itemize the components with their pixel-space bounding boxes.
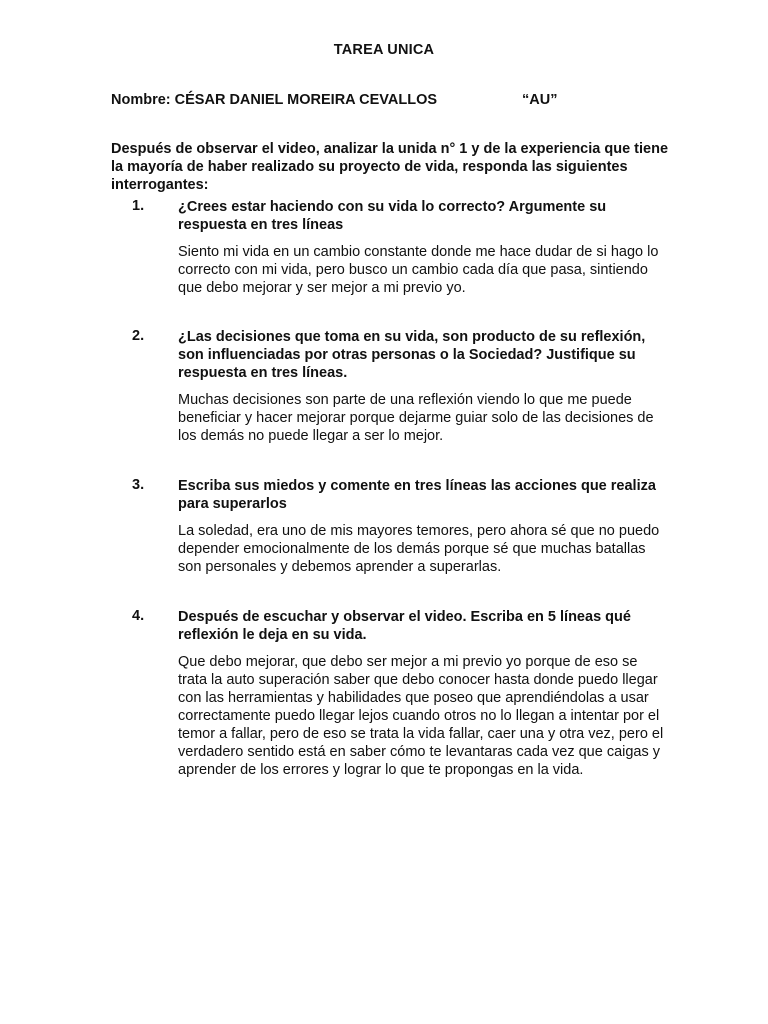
question-item	[0, 477, 768, 576]
question-number: 4.	[132, 608, 145, 624]
question-item	[0, 608, 768, 779]
name-label: Nombre:	[111, 92, 171, 108]
questions-list	[0, 198, 768, 779]
question-text: Después de escuchar y observar el video. Escriba en 5 líneas qué reflexión le deja en su vida.	[178, 609, 631, 643]
document-title: TAREA UNICA	[333, 42, 435, 58]
answer-text: Que debo mejorar, que debo ser mejor a mi previo yo porque de eso se trata la auto superación saber que debo conocer hasta donde puedo llegar con las herramientas y habilidades que poseo que aprendiéndolas a usar correctamente puedo llegar lejos cuando otros no lo llegan a intentar por el temor a fallar, pero de eso se trata la vida fallar, caer una y otra vez, pero el verdadero sentido está en saber cómo te levantaras cada vez que caigas y aprender de los errores y lograr lo que te propongas en la vida.	[178, 654, 664, 778]
question-number: 2.	[132, 328, 145, 344]
question-text: ¿Crees estar haciendo con su vida lo correcto? Argumente su respuesta en tres líneas	[178, 199, 607, 233]
answer-text: Muchas decisiones son parte de una reflexión viendo lo que me puede beneficiar y hacer mejorar porque dejarme guiar solo de las decisiones de los demás no puede llegar a ser lo mejor.	[178, 392, 654, 444]
question-item	[0, 198, 768, 297]
instructions-paragraph: Después de observar el video, analizar la unida n° 1 y de la experiencia que tiene la mayoría de haber realizado su proyecto de vida, responda las siguientes interrogantes:	[111, 141, 669, 193]
student-name-line	[111, 92, 558, 108]
question-item	[0, 328, 768, 445]
question-text: ¿Las decisiones que toma en su vida, son producto de su reflexión, son influenciadas por otras personas o la Sociedad? Justifique su respuesta en tres líneas.	[178, 329, 646, 381]
group-label: “AU”	[522, 92, 558, 108]
question-text: Escriba sus miedos y comente en tres líneas las acciones que realiza para superarlos	[178, 478, 656, 512]
student-name: CÉSAR DANIEL MOREIRA CEVALLOS	[174, 92, 438, 108]
question-number: 3.	[132, 477, 145, 493]
answer-text: La soledad, era uno de mis mayores temores, pero ahora sé que no puedo depender emocionalmente de los demás porque sé que muchas batallas son personales y debemos aprender a superarlas.	[178, 523, 660, 575]
answer-text: Siento mi vida en un cambio constante donde me hace dudar de si hago lo correcto con mi vida, pero busco un cambio cada día que pasa, sintiendo que debo mejorar y ser mejor a mi previo yo.	[178, 244, 659, 296]
question-number: 1.	[132, 198, 145, 214]
